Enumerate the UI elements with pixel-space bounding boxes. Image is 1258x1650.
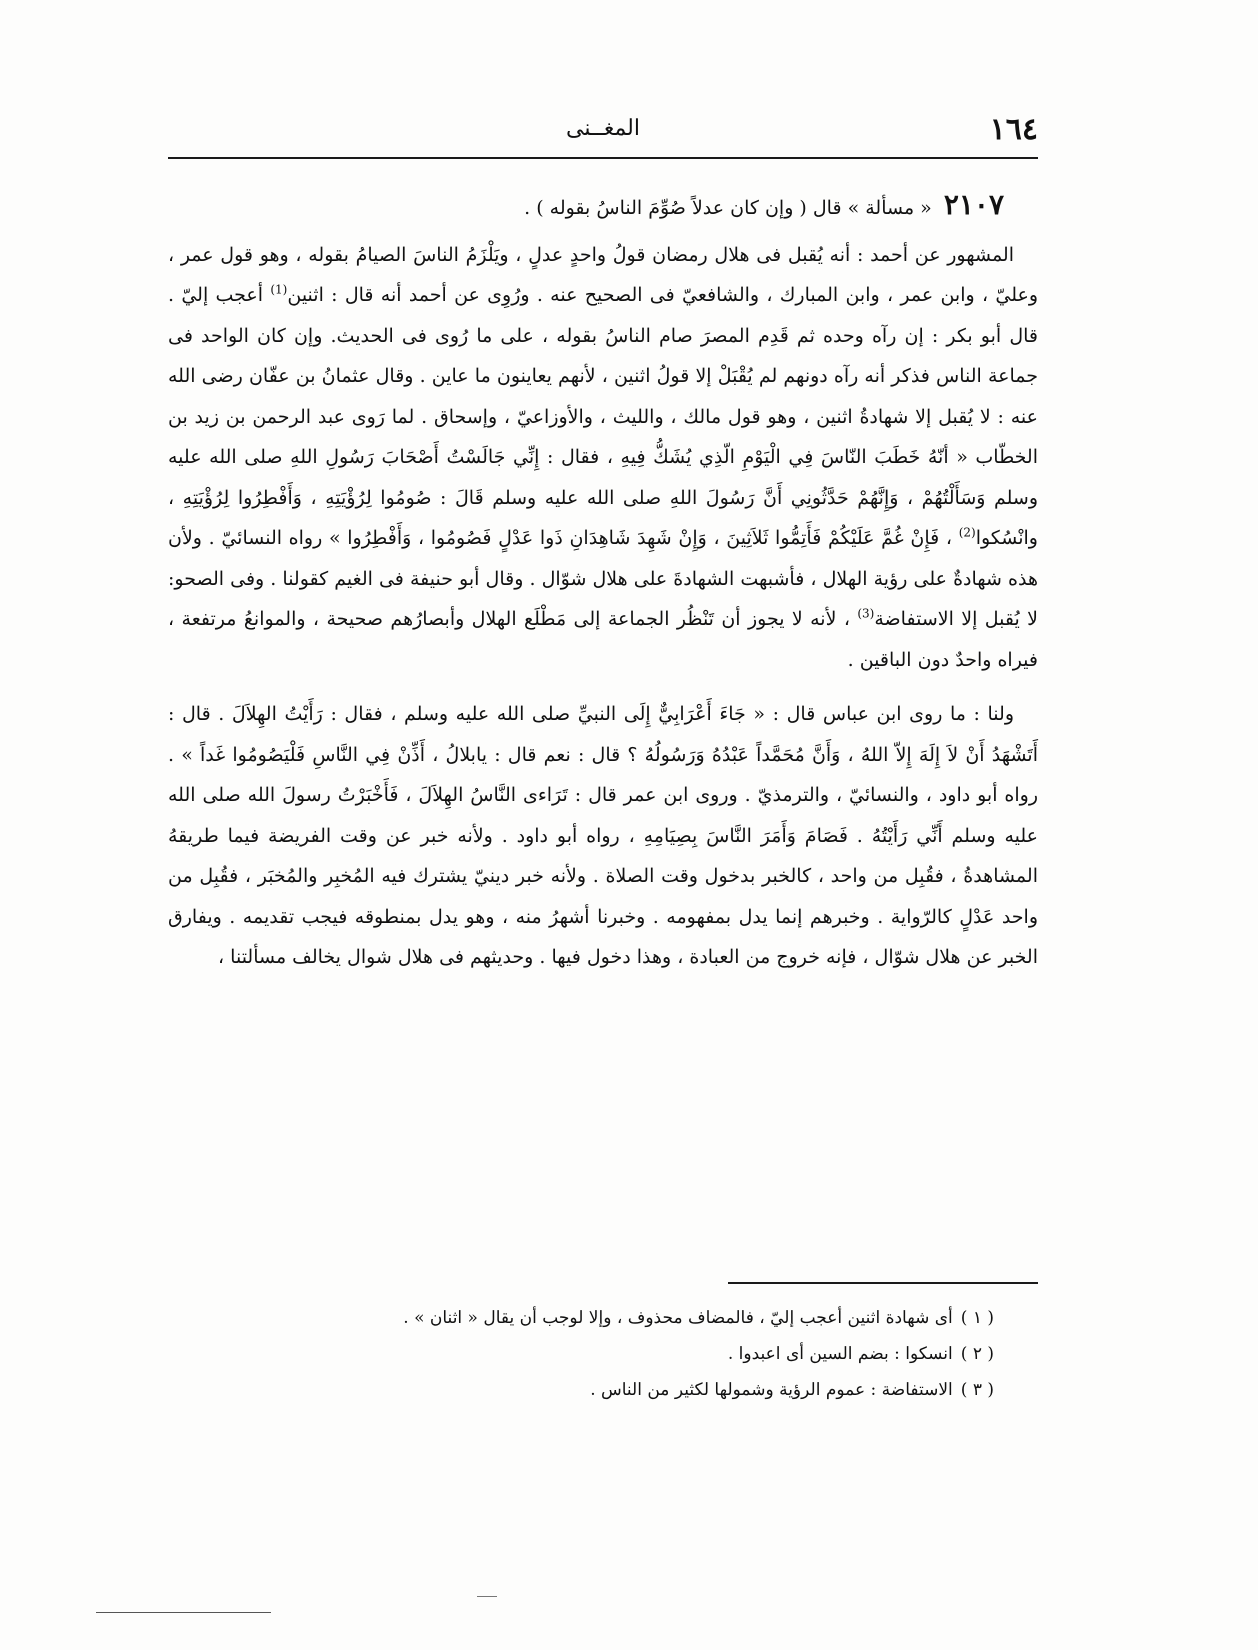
footnote-ref: (1) [270,282,288,297]
main-text [168,185,1038,978]
footnote-ref: (2) [958,525,976,540]
paragraph-text: ، لأنه لا يجوز أن تَنْظُر الجماعة إلى مَطْلَع الهلال وأبصارُهم صحيحة ، والموانعُ مرتفعة ، فيراه واحدٌ دون الباقين . [168,608,1038,671]
issue-heading [168,185,1038,229]
footnote-number: ( ١ ) [960,1308,994,1328]
footnote [168,1336,994,1372]
paragraph-text: أعجب إليّ . قال أبو بكر : إن رآه وحده ثم قَدِم المصرَ صام الناسُ بقوله ، على ما رُوى فى الحديث. وإن كان الواحد فى جماعة الناس فذكر أنه رآه دونهم لم يُقْبَلْ إلا قولُ اثنين ، لأنهم يعاينون ما عاين . وقال عثمانُ بن عفّان رضى الله عنه : لا يُقبل إلا شهادةُ اثنين ، وهو قول مالك ، والليث ، والأوزاعيّ ، وإسحاق . لما رَوى عبد الرحمن بن زيد بن الخطّاب « أنّهُ خَطَبَ النّاسَ فِي الْيَوْمِ الّذِي يُشَكُّ فِيهِ ، فقال : إِنِّي جَالَسْتُ أَصْحَابَ رَسُولِ اللهِ صلى الله عليه وسلم وَسَأَلْتُهُمْ ، وَإِنَّهُمْ حَدَّثُونِي أَنَّ رَسُولَ اللهِ صلى الله عليه وسلم قَالَ : صُومُوا لِرُؤْيَتِهِ ، وَأَفْطِرُوا لِرُؤْيَتِهِ ، وانْسُكوا [168,284,1038,549]
footnote-number: ( ٢ ) [960,1344,994,1364]
footnote [168,1372,994,1408]
footnote-text: انسكوا : بضم السين أى اعبدوا . [727,1344,953,1364]
scan-mark [477,1596,497,1597]
issue-title: « مسألة » قال ( وإن كان عدلاً صُوِّمَ الناسُ بقوله ) . [524,197,932,219]
footnote-text: الاستفاضة : عموم الرؤية وشمولها لكثير من الناس . [590,1380,953,1400]
footnote-text: أى شهادة اثنين أعجب إليّ ، فالمضاف محذوف ، وإلا لوجب أن يقال « اثنان » . [403,1308,953,1328]
issue-number: ٢١٠٧ [943,188,1004,221]
footnote-rule [728,1282,1038,1284]
footnote-number: ( ٣ ) [960,1380,994,1400]
running-title: المغــنى [565,116,640,141]
page-number: ١٦٤ [989,112,1038,147]
footnotes [168,1300,1038,1408]
paragraph [168,235,1038,681]
paragraph-text: ، فَإِنْ غُمَّ عَلَيْكُمْ فَأَتِمُّوا ثَلاَثِينَ ، وَإِنْ شَهِدَ شَاهِدَانِ ذَوا عَدْلٍ فَصُومُوا ، وَأَفْطِرُوا » رواه النسائيّ . ولأن هذه شهادةٌ على رؤية الهلال ، فأشبهت الشهادةَ على هلال شوّال . وقال أبو حنيفة فى الغيم كقولنا . وفى الصحو: لا يُقبل إلا الاستفاضة [168,527,1038,630]
page-header [168,112,1038,156]
paragraph [168,694,1038,978]
footnote [168,1300,994,1336]
paragraph-text: ولنا : ما روى ابن عباس قال : « جَاءَ أَعْرَابِيٌّ إِلَى النبيِّ صلى الله عليه وسلم ، فقال : رَأَيْتُ الهِلاَلَ . قال : أَتَشْهَدُ أَنْ لاَ إِلَهَ إِلاّ اللهُ ، وَأَنَّ مُحَمَّداً عَبْدُهُ وَرَسُولُهُ ؟ قال : نعم قال : يابلالُ ، أَذِّنْ فِي النَّاسِ فَلْيَصُومُوا غَداً » . رواه أبو داود ، والنسائيّ ، والترمذيّ . وروى ابن عمر قال : تَرَاءى النَّاسُ الهِلاَلَ ، فَأَخْبَرْتُ رسولَ الله صلى الله عليه وسلم أَنِّي رَأَيْتُهُ . فَصَامَ وَأَمَرَ النَّاسَ بِصِيَامِهِ ، رواه أبو داود . ولأنه خبر عن وقت الفريضة فيما طريقهُ المشاهدةُ ، فقُبِل من واحد ، كالخبر بدخول وقت الصلاة . ولأنه خبر دينيّ يشترك فيه المُخبِر والمُخبَر ، فقُبِل من واحد عَدْلٍ كالرّواية . وخبرهم إنما يدل بمفهومه . وخبرنا أشهرُ منه ، وهو يدل بمنطوقه فيجب تقديمه . ويفارق الخبر عن هلال شوّال ، فإنه خروج من العبادة ، وهذا دخول فيها . وحديثهم فى هلال شوال يخالف مسألتنا ، [168,703,1038,968]
footnote-ref: (3) [857,606,875,621]
header-rule [168,157,1038,159]
scan-mark [96,1612,271,1613]
paragraph-text: المشهور عن أحمد : أنه يُقبل فى هلال رمضان قولُ واحدٍ عدلٍ ، ويَلْزَمُ الناسَ الصيامُ بقوله ، وهو قول عمر ، وعليّ ، وابن عمر ، وابن المبارك ، والشافعيّ فى الصحيح عنه . ورُوِى عن أحمد أنه قال : اثنين [168,243,1038,306]
